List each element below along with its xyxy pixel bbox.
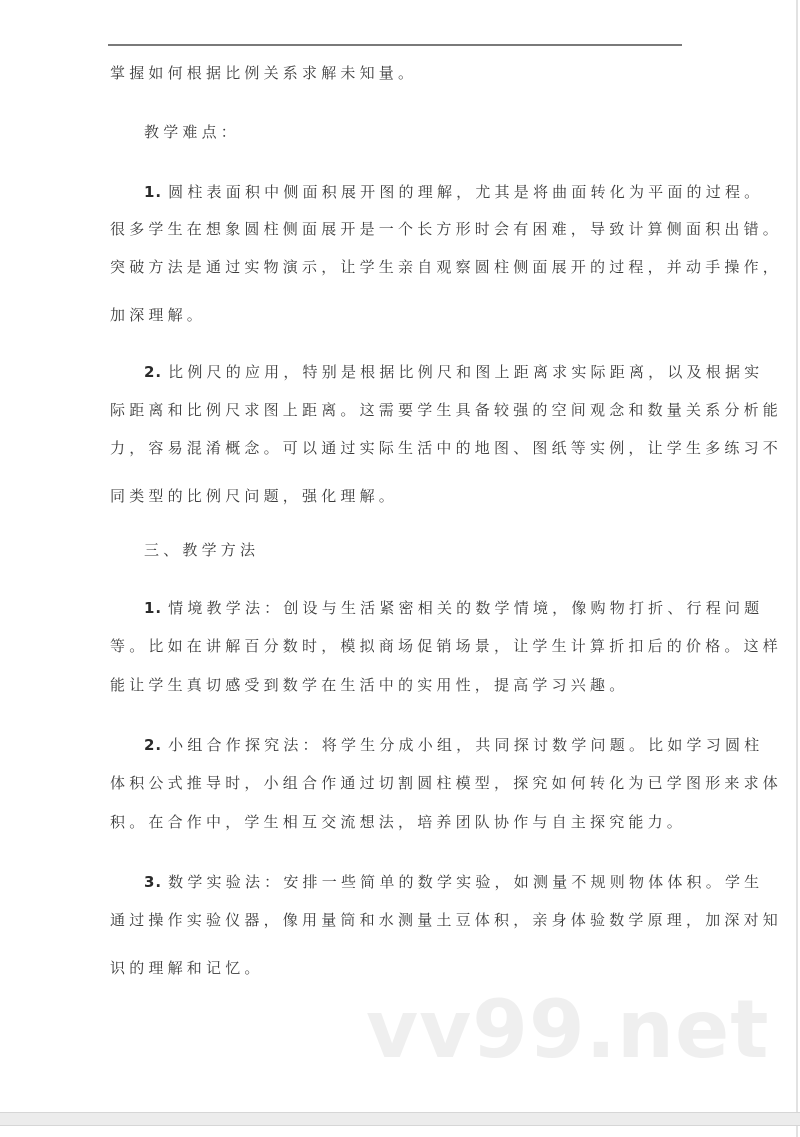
method-2-line-3: 积。在合作中，学生相互交流想法，培养团队协作与自主探究能力。 bbox=[110, 813, 687, 831]
method-1-line-2: 等。比如在讲解百分数时，模拟商场促销场景，让学生计算折扣后的价格。这样 bbox=[110, 637, 783, 655]
method-1-line-1: 1. 情境教学法：创设与生活紧密相关的数学情境，像购物打折、行程问题 bbox=[144, 599, 764, 617]
page-edge bbox=[796, 0, 798, 1137]
continuation-line: 掌握如何根据比例关系求解未知量。 bbox=[110, 64, 418, 82]
section-heading-teaching-methods: 三、教学方法 bbox=[144, 541, 260, 559]
page-separator bbox=[0, 1112, 800, 1126]
item-number: 1. bbox=[144, 599, 163, 617]
method-3-line-1: 3. 数学实验法：安排一些简单的数学实验，如测量不规则物体体积。学生 bbox=[144, 873, 764, 891]
item-number: 2. bbox=[144, 363, 163, 381]
method-3-line-2: 通过操作实验仪器，像用量筒和水测量土豆体积，亲身体验数学原理，加深对知 bbox=[110, 911, 783, 929]
method-3-line-3: 识的理解和记忆。 bbox=[110, 959, 264, 977]
method-1-line-3: 能让学生真切感受到数学在生活中的实用性，提高学习兴趣。 bbox=[110, 676, 629, 694]
method-2-line-2: 体积公式推导时，小组合作通过切割圆柱模型，探究如何转化为已学图形来求体 bbox=[110, 774, 783, 792]
item-number: 1. bbox=[144, 183, 163, 201]
item-number: 3. bbox=[144, 873, 163, 891]
header-rule bbox=[108, 44, 682, 46]
difficulty-1-line-2: 很多学生在想象圆柱侧面展开是一个长方形时会有困难，导致计算侧面积出错。 bbox=[110, 220, 783, 238]
item-number: 2. bbox=[144, 736, 163, 754]
difficulty-1-line-1: 1. 圆柱表面积中侧面积展开图的理解，尤其是将曲面转化为平面的过程。 bbox=[144, 183, 764, 201]
watermark: vv99.net bbox=[366, 983, 770, 1076]
difficulty-2-line-2: 际距离和比例尺求图上距离。这需要学生具备较强的空间观念和数量关系分析能 bbox=[110, 401, 783, 419]
difficulty-2-line-1: 2. 比例尺的应用，特别是根据比例尺和图上距离求实际距离，以及根据实 bbox=[144, 363, 764, 381]
difficulty-2-line-4: 同类型的比例尺问题，强化理解。 bbox=[110, 487, 399, 505]
difficulty-heading: 教学难点： bbox=[144, 123, 241, 141]
difficulty-1-line-3: 突破方法是通过实物演示，让学生亲自观察圆柱侧面展开的过程，并动手操作， bbox=[110, 258, 783, 276]
difficulty-2-line-3: 力，容易混淆概念。可以通过实际生活中的地图、图纸等实例，让学生多练习不 bbox=[110, 439, 783, 457]
difficulty-1-line-4: 加深理解。 bbox=[110, 306, 207, 324]
method-2-line-1: 2. 小组合作探究法：将学生分成小组，共同探讨数学问题。比如学习圆柱 bbox=[144, 736, 764, 754]
